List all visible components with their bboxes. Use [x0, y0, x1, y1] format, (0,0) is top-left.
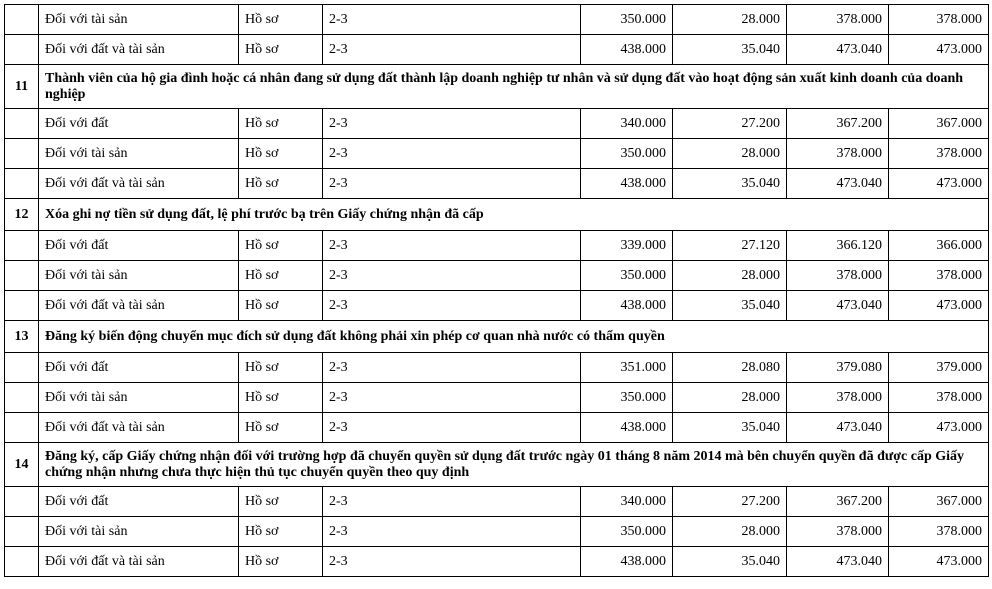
section-title: Đăng ký biến động chuyển mục đích sử dụng đất không phải xin phép cơ quan nhà nước có thẩm quyền — [39, 321, 989, 353]
section-number: 12 — [5, 199, 39, 231]
table-row — [5, 231, 989, 261]
item-fee: 438.000 — [581, 169, 673, 199]
item-fee: 340.000 — [581, 109, 673, 139]
item-rounded-total: 367.000 — [889, 487, 989, 517]
item-unit: Hồ sơ — [239, 5, 323, 35]
item-fee: 438.000 — [581, 291, 673, 321]
item-time: 2-3 — [323, 353, 581, 383]
table-row — [5, 139, 989, 169]
item-total: 378.000 — [787, 139, 889, 169]
item-rounded-total: 473.000 — [889, 35, 989, 65]
item-rounded-total: 378.000 — [889, 383, 989, 413]
item-time: 2-3 — [323, 291, 581, 321]
section-number: 11 — [5, 65, 39, 109]
item-total: 366.120 — [787, 231, 889, 261]
item-vat: 28.080 — [673, 353, 787, 383]
item-time: 2-3 — [323, 383, 581, 413]
item-total: 367.200 — [787, 109, 889, 139]
item-name: Đối với tài sản — [39, 383, 239, 413]
item-time: 2-3 — [323, 413, 581, 443]
table-row — [5, 109, 989, 139]
section-title: Xóa ghi nợ tiền sử dụng đất, lệ phí trước bạ trên Giấy chứng nhận đã cấp — [39, 199, 989, 231]
fee-table — [4, 4, 989, 577]
item-total: 473.040 — [787, 169, 889, 199]
item-total: 378.000 — [787, 383, 889, 413]
table-row — [5, 517, 989, 547]
item-unit: Hồ sơ — [239, 261, 323, 291]
row-number-cell — [5, 231, 39, 261]
item-fee: 438.000 — [581, 35, 673, 65]
item-unit: Hồ sơ — [239, 517, 323, 547]
item-vat: 28.000 — [673, 383, 787, 413]
item-vat: 35.040 — [673, 547, 787, 577]
section-number: 14 — [5, 443, 39, 487]
item-time: 2-3 — [323, 5, 581, 35]
item-unit: Hồ sơ — [239, 487, 323, 517]
row-number-cell — [5, 139, 39, 169]
item-name: Đối với đất — [39, 109, 239, 139]
section-row — [5, 199, 989, 231]
item-fee: 350.000 — [581, 5, 673, 35]
row-number-cell — [5, 517, 39, 547]
item-name: Đối với đất và tài sản — [39, 35, 239, 65]
table-row — [5, 35, 989, 65]
item-vat: 35.040 — [673, 291, 787, 321]
section-number: 13 — [5, 321, 39, 353]
item-unit: Hồ sơ — [239, 353, 323, 383]
item-total: 473.040 — [787, 413, 889, 443]
item-vat: 28.000 — [673, 517, 787, 547]
item-name: Đối với đất và tài sản — [39, 547, 239, 577]
item-time: 2-3 — [323, 139, 581, 169]
item-vat: 35.040 — [673, 413, 787, 443]
row-number-cell — [5, 413, 39, 443]
item-vat: 28.000 — [673, 139, 787, 169]
item-total: 473.040 — [787, 35, 889, 65]
item-name: Đối với đất — [39, 231, 239, 261]
item-name: Đối với đất và tài sản — [39, 413, 239, 443]
item-rounded-total: 378.000 — [889, 261, 989, 291]
item-unit: Hồ sơ — [239, 35, 323, 65]
item-total: 378.000 — [787, 261, 889, 291]
item-fee: 350.000 — [581, 517, 673, 547]
item-time: 2-3 — [323, 547, 581, 577]
item-time: 2-3 — [323, 487, 581, 517]
item-fee: 438.000 — [581, 413, 673, 443]
item-vat: 28.000 — [673, 5, 787, 35]
item-time: 2-3 — [323, 517, 581, 547]
row-number-cell — [5, 547, 39, 577]
item-rounded-total: 473.000 — [889, 169, 989, 199]
item-name: Đối với tài sản — [39, 261, 239, 291]
item-rounded-total: 473.000 — [889, 291, 989, 321]
table-row — [5, 353, 989, 383]
item-rounded-total: 379.000 — [889, 353, 989, 383]
item-total: 473.040 — [787, 291, 889, 321]
item-time: 2-3 — [323, 261, 581, 291]
item-name: Đối với tài sản — [39, 517, 239, 547]
item-vat: 35.040 — [673, 35, 787, 65]
table-row — [5, 487, 989, 517]
item-unit: Hồ sơ — [239, 291, 323, 321]
table-row — [5, 547, 989, 577]
item-rounded-total: 378.000 — [889, 517, 989, 547]
table-row — [5, 291, 989, 321]
table-row — [5, 383, 989, 413]
item-rounded-total: 473.000 — [889, 413, 989, 443]
item-name: Đối với đất và tài sản — [39, 169, 239, 199]
table-row — [5, 413, 989, 443]
table-body — [5, 5, 989, 577]
item-total: 379.080 — [787, 353, 889, 383]
row-number-cell — [5, 487, 39, 517]
row-number-cell — [5, 291, 39, 321]
item-unit: Hồ sơ — [239, 109, 323, 139]
item-unit: Hồ sơ — [239, 231, 323, 261]
row-number-cell — [5, 109, 39, 139]
item-fee: 350.000 — [581, 261, 673, 291]
item-total: 367.200 — [787, 487, 889, 517]
item-vat: 27.200 — [673, 487, 787, 517]
section-title: Đăng ký, cấp Giấy chứng nhận đối với trường hợp đã chuyển quyền sử dụng đất trước ngày 01 tháng 8 năm 2014 mà bên chuyển quyền đã được cấp Giấy chứng nhận nhưng chưa thực hiện thủ tục chuyển quyền theo quy định — [39, 443, 989, 487]
item-time: 2-3 — [323, 231, 581, 261]
item-total: 378.000 — [787, 517, 889, 547]
table-row — [5, 169, 989, 199]
item-rounded-total: 378.000 — [889, 5, 989, 35]
item-rounded-total: 366.000 — [889, 231, 989, 261]
item-fee: 350.000 — [581, 383, 673, 413]
item-time: 2-3 — [323, 35, 581, 65]
item-vat: 35.040 — [673, 169, 787, 199]
table-row — [5, 261, 989, 291]
item-unit: Hồ sơ — [239, 547, 323, 577]
item-rounded-total: 367.000 — [889, 109, 989, 139]
item-fee: 340.000 — [581, 487, 673, 517]
item-unit: Hồ sơ — [239, 169, 323, 199]
row-number-cell — [5, 353, 39, 383]
row-number-cell — [5, 169, 39, 199]
item-fee: 351.000 — [581, 353, 673, 383]
item-unit: Hồ sơ — [239, 413, 323, 443]
item-fee: 350.000 — [581, 139, 673, 169]
item-time: 2-3 — [323, 109, 581, 139]
item-name: Đối với đất — [39, 487, 239, 517]
section-title: Thành viên của hộ gia đình hoặc cá nhân đang sử dụng đất thành lập doanh nghiệp tư nhân và sử dụng đất vào hoạt động sản xuất kinh doanh của doanh nghiệp — [39, 65, 989, 109]
item-total: 473.040 — [787, 547, 889, 577]
item-unit: Hồ sơ — [239, 139, 323, 169]
item-vat: 27.200 — [673, 109, 787, 139]
row-number-cell — [5, 383, 39, 413]
row-number-cell — [5, 5, 39, 35]
item-vat: 28.000 — [673, 261, 787, 291]
item-rounded-total: 378.000 — [889, 139, 989, 169]
row-number-cell — [5, 261, 39, 291]
table-row — [5, 5, 989, 35]
item-name: Đối với đất và tài sản — [39, 291, 239, 321]
section-row — [5, 321, 989, 353]
item-name: Đối với tài sản — [39, 139, 239, 169]
section-row — [5, 65, 989, 109]
item-total: 378.000 — [787, 5, 889, 35]
section-row — [5, 443, 989, 487]
item-time: 2-3 — [323, 169, 581, 199]
item-fee: 438.000 — [581, 547, 673, 577]
item-name: Đối với tài sản — [39, 5, 239, 35]
row-number-cell — [5, 35, 39, 65]
item-unit: Hồ sơ — [239, 383, 323, 413]
item-vat: 27.120 — [673, 231, 787, 261]
item-name: Đối với đất — [39, 353, 239, 383]
item-rounded-total: 473.000 — [889, 547, 989, 577]
item-fee: 339.000 — [581, 231, 673, 261]
